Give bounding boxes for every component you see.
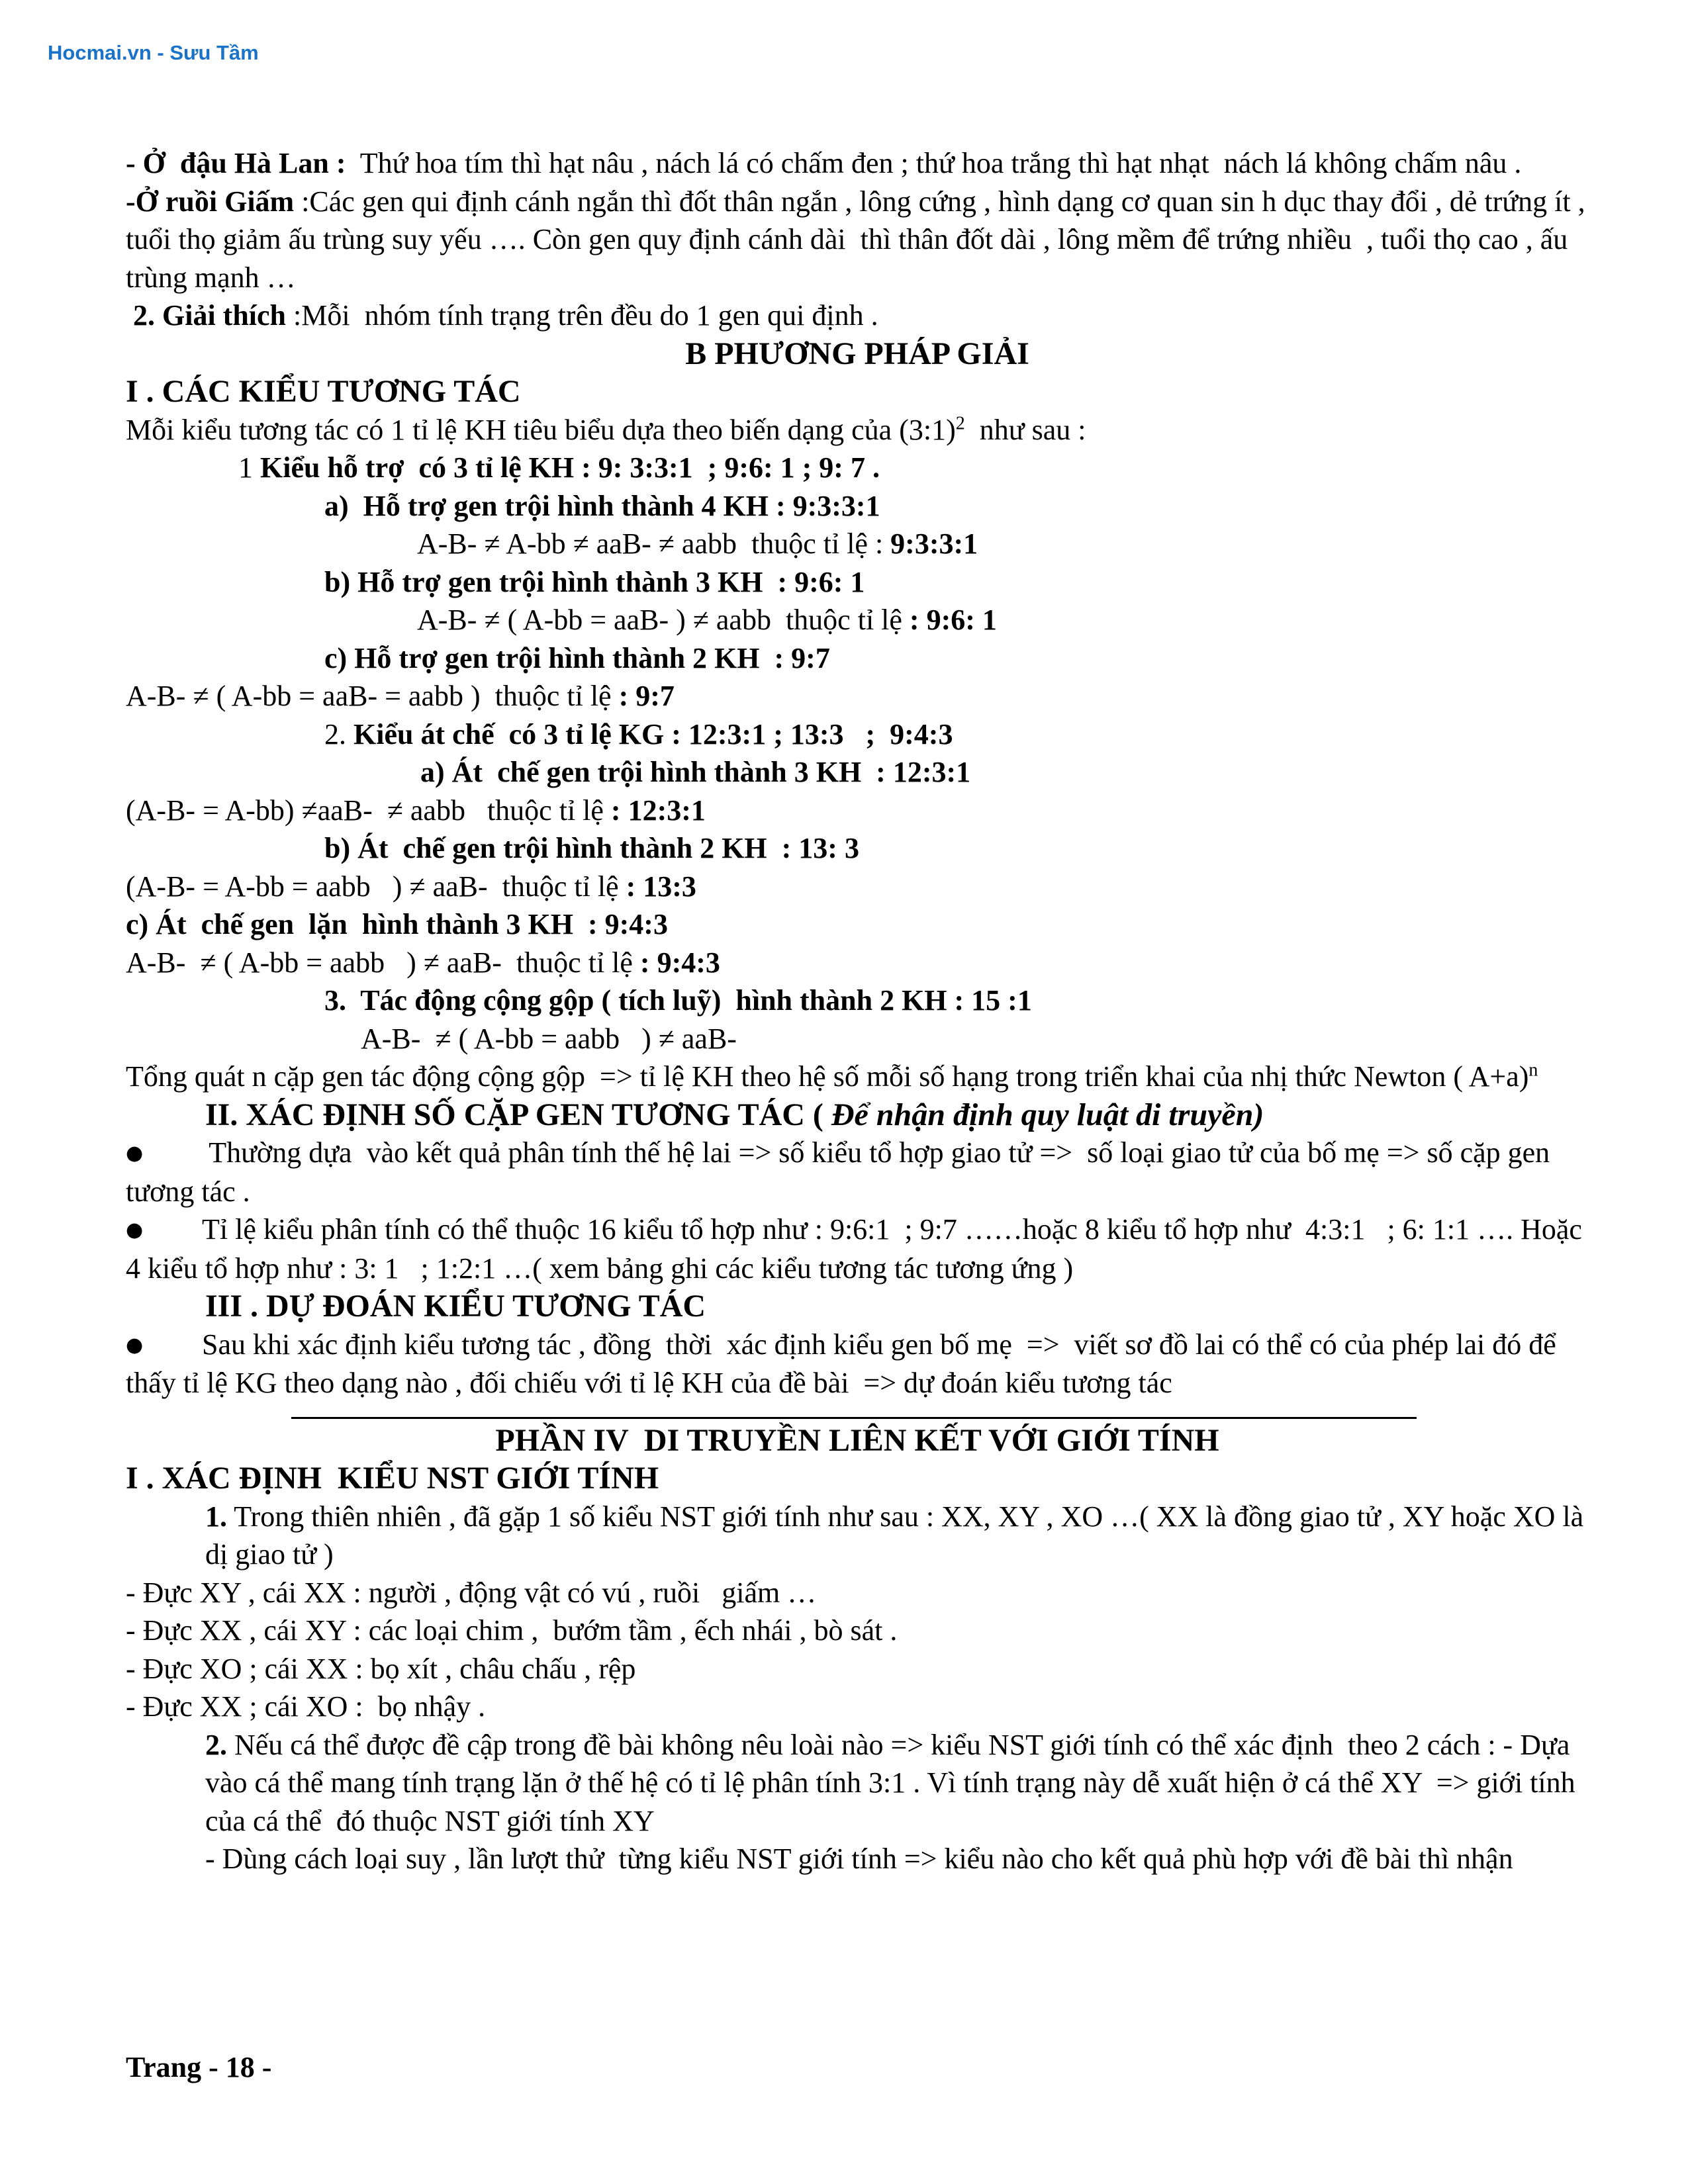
- part4-p2-text: Nếu cá thể được đề cập trong đề bài không nêu loài nào => kiểu NST giới tính có thể xác định theo 2 cách : - Dựa vào cá thể mang tính trạng lặn ở thế hệ có tỉ lệ phân tính 3:1 . Vì tính trạng này dễ xuất hiện ở cá thể XY => giới tính của cá thể đó thuộc NST giới tính XY: [205, 1728, 1583, 1837]
- predict-heading: III . DỰ ĐOÁN KIỂU TƯƠNG TÁC: [205, 1289, 706, 1324]
- list-item: - Đực XO ; cái XX : bọ xít , châu chấu , rệp: [126, 1652, 636, 1685]
- section-b-title: B PHƯƠNG PHÁP GIẢI: [685, 336, 1029, 371]
- type1-num: 1: [238, 451, 260, 484]
- type2c-formula-text: A-B- ≠ ( A-bb = aabb ) ≠ aaB- thuộc tỉ lệ: [126, 946, 640, 979]
- type2-title: [126, 715, 1589, 754]
- section-divider: [291, 1417, 1417, 1419]
- interaction-lead: [126, 411, 1589, 449]
- interaction-types-heading: I . CÁC KIỂU TƯƠNG TÁC: [126, 374, 521, 409]
- part4-title: PHẦN IV DI TRUYỀN LIÊN KẾT VỚI GIỚI TÍNH: [495, 1422, 1219, 1458]
- type1b-ratio: : 9:6: 1: [909, 604, 997, 636]
- bullet-item: [126, 1134, 1589, 1210]
- type2a-formula: [126, 792, 1589, 830]
- source-header: Hocmai.vn - Sưu Tầm: [48, 41, 259, 64]
- intro-pea: [126, 144, 1589, 183]
- type1a-ratio: 9:3:3:1: [890, 527, 978, 560]
- type3-formula: A-B- ≠ ( A-bb = aabb ) ≠ aaB-: [361, 1022, 737, 1055]
- type2a-title: a) Át chế gen trội hình thành 3 KH : 12:3:1: [420, 756, 971, 788]
- general-sup: n: [1528, 1060, 1538, 1081]
- bullet-text: Sau khi xác định kiểu tương tác , đồng thời xác định kiểu gen bố mẹ => viết sơ đồ lai có thể có của phép lai đó để thấy tỉ lệ KG theo dạng nào , đối chiếu với tỉ lệ KH của đề bài => dự đoán kiểu tương tác: [126, 1328, 1564, 1399]
- type2c-ratio: : 9:4:3: [639, 946, 720, 979]
- type1b-formula: [126, 601, 1589, 639]
- general-newton: [126, 1058, 1589, 1096]
- part4-p2-num: 2.: [205, 1728, 227, 1761]
- intro-fly-label: -Ở ruồi Giấm: [126, 185, 295, 218]
- type2c-title: c) Át chế gen lặn hình thành 3 KH : 9:4:3: [126, 908, 668, 940]
- bullet-text: Thường dựa vào kết quả phân tính thế hệ lai => số kiểu tổ hợp giao tử => số loại giao tử của bố mẹ => số cặp gen tương tác .: [126, 1136, 1558, 1208]
- type2a-ratio: : 12:3:1: [610, 794, 706, 827]
- type1c-title: c) Hỗ trợ gen trội hình thành 2 KH : 9:7: [324, 641, 830, 674]
- type1a-title: a) Hỗ trợ gen trội hình thành 4 KH : 9:3:3:1: [324, 489, 880, 522]
- sex-chrom-heading: I . XÁC ĐỊNH KIỂU NST GIỚI TÍNH: [126, 1461, 659, 1496]
- lead-tail: như sau :: [964, 413, 1086, 446]
- list-item: - Đực XY , cái XX : người , động vật có vú , ruồi giấm …: [126, 1576, 817, 1609]
- intro-pea-text: Thứ hoa tím thì hạt nâu , nách lá có chấm đen ; thứ hoa trắng thì hạt nhạt nách lá không chấm nâu .: [346, 147, 1522, 179]
- type2b-formula-text: (A-B- = A-bb = aabb ) ≠ aaB- thuộc tỉ lệ: [126, 870, 626, 903]
- gene-pairs-heading-bold: II. XÁC ĐỊNH SỐ CẶP GEN TƯƠNG TÁC (: [205, 1097, 823, 1132]
- lead-text: Mỗi kiểu tương tác có 1 tỉ lệ KH tiêu biểu dựa theo biến dạng của (3:1): [126, 413, 956, 446]
- type1-title: [126, 449, 1589, 487]
- part4-p1: [126, 1498, 1589, 1574]
- type2a-formula-text: (A-B- = A-bb) ≠aaB- ≠ aabb thuộc tỉ lệ: [126, 794, 611, 827]
- part4-p3: - Dùng cách loại suy , lần lượt thử từng kiểu NST giới tính => kiểu nào cho kết quả phù hợp với đề bài thì nhận: [205, 1843, 1513, 1875]
- type2-num: 2.: [324, 717, 353, 751]
- bullet-icon: ●: [126, 1218, 144, 1242]
- type3-title: 3. Tác động cộng gộp ( tích luỹ) hình thành 2 KH : 15 :1: [324, 984, 1032, 1017]
- list-item: - Đực XX , cái XY : các loại chim , bướm tầm , ếch nhái , bò sát .: [126, 1614, 898, 1647]
- type1b-title: b) Hỗ trợ gen trội hình thành 3 KH : 9:6: 1: [324, 565, 865, 598]
- type1b-formula-text: A-B- ≠ ( A-bb = aaB- ) ≠ aabb thuộc tỉ lệ: [417, 604, 910, 636]
- gene-pairs-heading-italic: Để nhận định quy luật di truyền): [823, 1097, 1264, 1132]
- document-body: [126, 144, 1593, 1878]
- type1c-formula-text: A-B- ≠ ( A-bb = aaB- = aabb ) thuộc tỉ lệ: [126, 680, 619, 712]
- part4-p1-num: 1.: [205, 1500, 227, 1533]
- type2b-formula: [126, 868, 1589, 906]
- type1-bold: Kiểu hỗ trợ có 3 tỉ lệ KH : 9: 3:3:1 ; 9:6: 1 ; 9: 7 .: [260, 451, 880, 484]
- type2c-formula: [126, 944, 1589, 982]
- type1a-formula: [126, 525, 1589, 563]
- bullet-icon: ●: [126, 1333, 144, 1357]
- page-number: Trang - 18 -: [126, 2051, 272, 2083]
- intro-fly: [126, 183, 1593, 297]
- part4-p1-text: Trong thiên nhiên , đã gặp 1 số kiểu NST giới tính như sau : XX, XY , XO …( XX là đồng giao tử , XY hoặc XO là dị giao tử ): [205, 1500, 1591, 1570]
- bullet-item: [126, 1326, 1589, 1402]
- intro-explain: [126, 296, 1589, 335]
- general-text: Tổng quát n cặp gen tác động cộng gộp => tỉ lệ KH theo hệ số mỗi số hạng trong triển khai của nhị thức Newton ( A+a): [126, 1060, 1529, 1093]
- type1a-formula-text: A-B- ≠ A-bb ≠ aaB- ≠ aabb thuộc tỉ lệ :: [417, 527, 891, 560]
- intro-fly-text: :Các gen qui định cánh ngắn thì đốt thân ngắn , lông cứng , hình dạng cơ quan sin h dục thay đổi , dẻ trứng ít , tuổi thọ giảm ấu trùng suy yếu …. Còn gen quy định cánh dài thì thân đốt dài , lông mềm để trứng nhiều , tuổi thọ cao , ấu trùng mạnh …: [126, 185, 1593, 294]
- intro-explain-label: 2. Giải thích: [126, 299, 287, 332]
- type1c-ratio: : 9:7: [618, 680, 675, 712]
- type2b-ratio: : 13:3: [626, 870, 696, 903]
- bullet-item: [126, 1210, 1589, 1287]
- type2b-title: b) Át chế gen trội hình thành 2 KH : 13: 3: [324, 832, 859, 864]
- intro-pea-label: - Ở đậu Hà Lan :: [126, 147, 346, 179]
- intro-explain-text: :Mỗi nhóm tính trạng trên đều do 1 gen qui định .: [286, 299, 878, 332]
- lead-sup: 2: [955, 412, 965, 433]
- bullet-icon: ●: [126, 1142, 144, 1165]
- list-item: - Đực XX ; cái XO : bọ nhậy .: [126, 1690, 486, 1723]
- bullet-text: Tỉ lệ kiểu phân tính có thể thuộc 16 kiểu tổ hợp như : 9:6:1 ; 9:7 ……hoặc 8 kiểu tổ hợp như 4:3:1 ; 6: 1:1 …. Hoặc 4 kiểu tổ hợp như : 3: 1 ; 1:2:1 …( xem bảng ghi các kiểu tương tác tương ứng ): [126, 1213, 1589, 1285]
- gene-pairs-heading: [126, 1096, 1589, 1134]
- part4-p2: [126, 1726, 1589, 1841]
- type2-bold: Kiểu át chế có 3 tỉ lệ KG : 12:3:1 ; 13:3 ; 9:4:3: [353, 717, 953, 751]
- type1c-formula: [126, 677, 1589, 715]
